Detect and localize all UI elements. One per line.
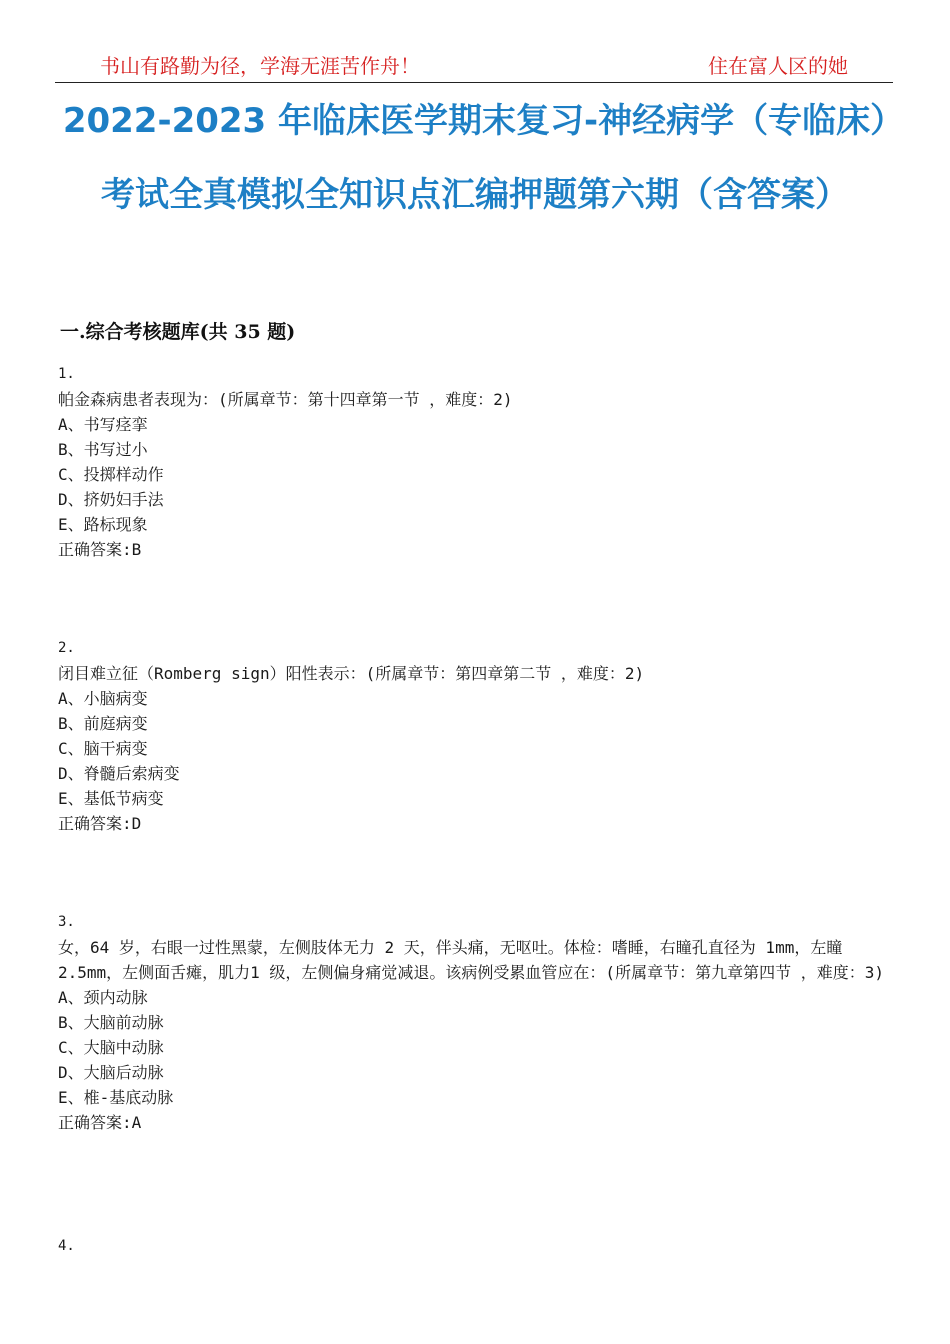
- question-number: 2.: [58, 640, 75, 656]
- header-motto: 书山有路勤为径，学海无涯苦作舟！: [100, 54, 420, 78]
- correct-answer: 正确答案:D: [58, 814, 142, 833]
- question-number: 3.: [58, 914, 75, 930]
- question-4: [58, 1234, 898, 1259]
- correct-answer: 正确答案:A: [58, 1113, 142, 1132]
- option-a: A、颈内动脉: [58, 988, 148, 1007]
- option-d: D、大脑后动脉: [58, 1063, 164, 1082]
- header-divider: [55, 82, 893, 83]
- option-b: B、书写过小: [58, 440, 148, 459]
- option-e: E、路标现象: [58, 515, 148, 534]
- option-b: B、大脑前动脉: [58, 1013, 164, 1032]
- option-a: A、小脑病变: [58, 689, 148, 708]
- option-d: D、挤奶妇手法: [58, 490, 164, 509]
- question-2: [58, 636, 898, 836]
- option-c: C、大脑中动脉: [58, 1038, 164, 1057]
- question-3: [58, 910, 898, 1135]
- question-number: 1.: [58, 366, 75, 382]
- question-number: 4.: [58, 1238, 75, 1254]
- option-b: B、前庭病变: [58, 714, 148, 733]
- header-author: 住在富人区的她: [708, 54, 848, 78]
- question-1: [58, 362, 898, 562]
- option-a: A、书写痉挛: [58, 415, 148, 434]
- question-stem: 女，64 岁，右眼一过性黑蒙，左侧肢体无力 2 天，伴头痛，无呕吐。体检：嗜睡，右瞳孔直径为 1mm，左瞳 2.5mm，左侧面舌瘫，肌力1 级，左侧偏身痛觉减退。该病例受累血管应在：(所属章节：第九章第四节 ，难度：3): [58, 938, 884, 982]
- question-stem: 闭目难立征（Romberg sign）阳性表示：(所属章节：第四章第二节 ，难度：2): [58, 664, 645, 683]
- question-stem: 帕金森病患者表现为：(所属章节：第十四章第一节 ，难度：2): [58, 390, 513, 409]
- option-c: C、投掷样动作: [58, 465, 164, 484]
- correct-answer: 正确答案:B: [58, 540, 142, 559]
- option-c: C、脑干病变: [58, 739, 148, 758]
- option-e: E、椎-基底动脉: [58, 1088, 174, 1107]
- section-heading: 一.综合考核题库(共 35 题): [60, 321, 296, 343]
- option-e: E、基低节病变: [58, 789, 164, 808]
- option-d: D、脊髓后索病变: [58, 764, 180, 783]
- document-title: 2022-2023 年临床医学期末复习-神经病学（专临床）考试全真模拟全知识点汇编押题第六期（含答案）: [62, 101, 888, 215]
